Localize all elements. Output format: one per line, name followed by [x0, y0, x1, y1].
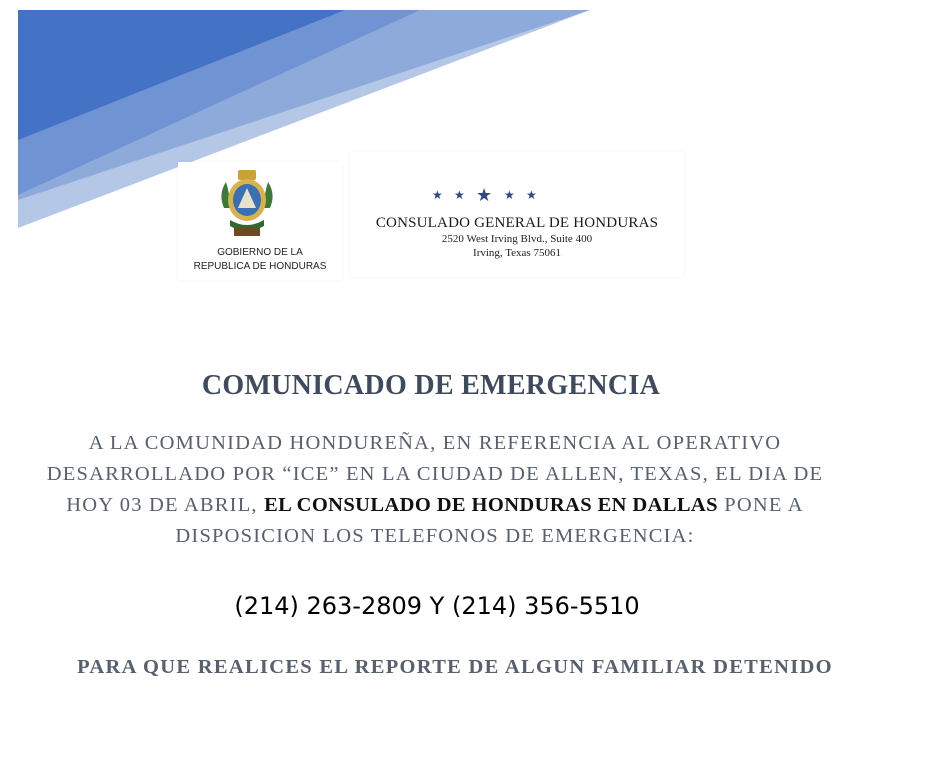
seal-caption-line2: REPUBLICA DE HONDURAS	[193, 261, 327, 272]
consulate-address-line2: Irving, Texas 75061	[473, 247, 561, 259]
seal-caption	[178, 246, 342, 274]
honduras-coat-of-arms-icon	[216, 168, 278, 238]
svg-text:★: ★	[476, 185, 493, 204]
announcement-bold-consulate: EL CONSULADO DE HONDURAS EN DALLAS	[264, 494, 718, 516]
government-seal-block	[178, 162, 342, 280]
seal-caption-line1: GOBIERNO DE LA	[217, 247, 303, 258]
five-stars-icon	[428, 184, 548, 204]
consulate-name: CONSULADO GENERAL DE HONDURAS	[375, 215, 659, 231]
emergency-phone-numbers: (214) 263-2809 Y (214) 356-5510	[234, 592, 640, 620]
svg-text:★: ★	[526, 188, 537, 202]
svg-text:★: ★	[504, 188, 515, 202]
svg-text:★: ★	[432, 188, 443, 202]
announcement-body	[40, 428, 830, 552]
page-title: COMUNICADO DE EMERGENCIA	[201, 370, 661, 401]
consulate-letterhead	[350, 152, 684, 277]
report-instruction: PARA QUE REALICES EL REPORTE DE ALGUN FAMILIAR DETENIDO	[77, 656, 833, 678]
consulate-address-line1: 2520 West Irving Blvd., Suite 400	[441, 233, 593, 245]
announcement-text-part2: PONE A DISPOSICION LOS TELEFONOS DE EMERGENCIA:	[175, 494, 804, 547]
svg-text:★: ★	[454, 188, 465, 202]
announcement-text-part1: A LA COMUNIDAD HONDUREÑA, EN REFERENCIA AL OPERATIVO DESARROLLADO POR “ICE” EN LA CIUDAD DE ALLEN, TEXAS, EL DIA DE HOY 03 DE ABRIL,	[46, 432, 824, 516]
